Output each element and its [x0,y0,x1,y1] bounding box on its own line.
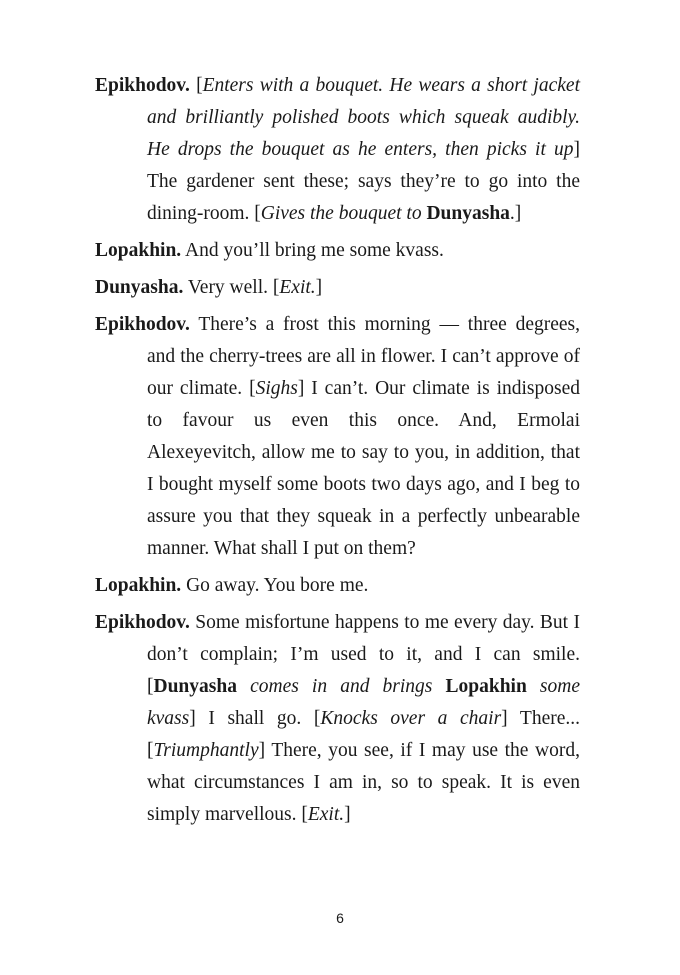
speech-epikhodov-2 [95,309,580,565]
text: ] [315,277,323,298]
text: ] I shall go. [ [189,708,321,729]
stage-direction: some kvass [147,676,580,729]
speech-lopakhin-1 [95,235,580,267]
speaker-name: Epikhodov. [95,75,190,96]
stage-direction: comes in and brings [236,676,446,697]
text: ] There... [ [147,708,581,761]
play-text [95,70,580,836]
speech-epikhodov-1 [95,70,580,230]
stage-direction: Triumphantly [153,740,259,761]
text: Very well. [ [183,277,280,298]
character-name: Dunyasha [153,676,237,697]
speaker-name: Epikhodov. [95,314,190,335]
speech-dunyasha-1 [95,272,580,304]
text: ] [344,804,351,825]
speaker-name: Lopakhin. [95,575,182,596]
text: ] I can’t. Our climate is indisposed to favour us even this once. And, Ermolai Alexeyevitch, allow me to say to you, in addition, that I bought myself some boots two days ago, and I beg to assure you that they squeak in a perfectly unbearable manner. What shall I put on them? [147,378,580,559]
speaker-name: Dunyasha. [95,277,184,298]
text: [ [189,75,203,96]
stage-direction: Exit. [279,277,316,298]
stage-direction: Sighs [255,378,298,399]
speech-epikhodov-3 [95,607,580,831]
character-name: Lopakhin [445,676,527,697]
text: ] There, you see, if I may use the word, what circumstances I am in, so to speak. It is even simply marvellous. [ [147,740,580,825]
speech-lopakhin-2 [95,570,580,602]
text: Some misfortune happens to me every day. But I don’t complain; I’m used to it, and I can smile. [ [147,612,580,697]
text: And you’ll bring me some kvass. [181,240,444,261]
text: .] [509,203,522,224]
stage-direction: Gives the bouquet to [260,203,427,224]
speaker-name: Lopakhin. [95,240,182,261]
text: There’s a frost this morning — three degrees, and the cherry-trees are all in flower. I can’t approve of our climate. [ [147,314,580,399]
stage-direction: Exit. [307,804,345,825]
character-name: Dunyasha [426,203,510,224]
text: ] The gardener sent these; says they’re to go into the dining-room. [ [147,139,580,224]
stage-direction: Knocks over a chair [320,708,502,729]
text: Go away. You bore me. [181,575,369,596]
page-number: 6 [336,910,344,926]
speaker-name: Epikhodov. [95,612,190,633]
stage-direction: Enters with a bouquet. He wears a short jacket and brilliantly polished boots which squeak audibly. He drops the bouquet as he enters, then picks it up [147,75,580,160]
